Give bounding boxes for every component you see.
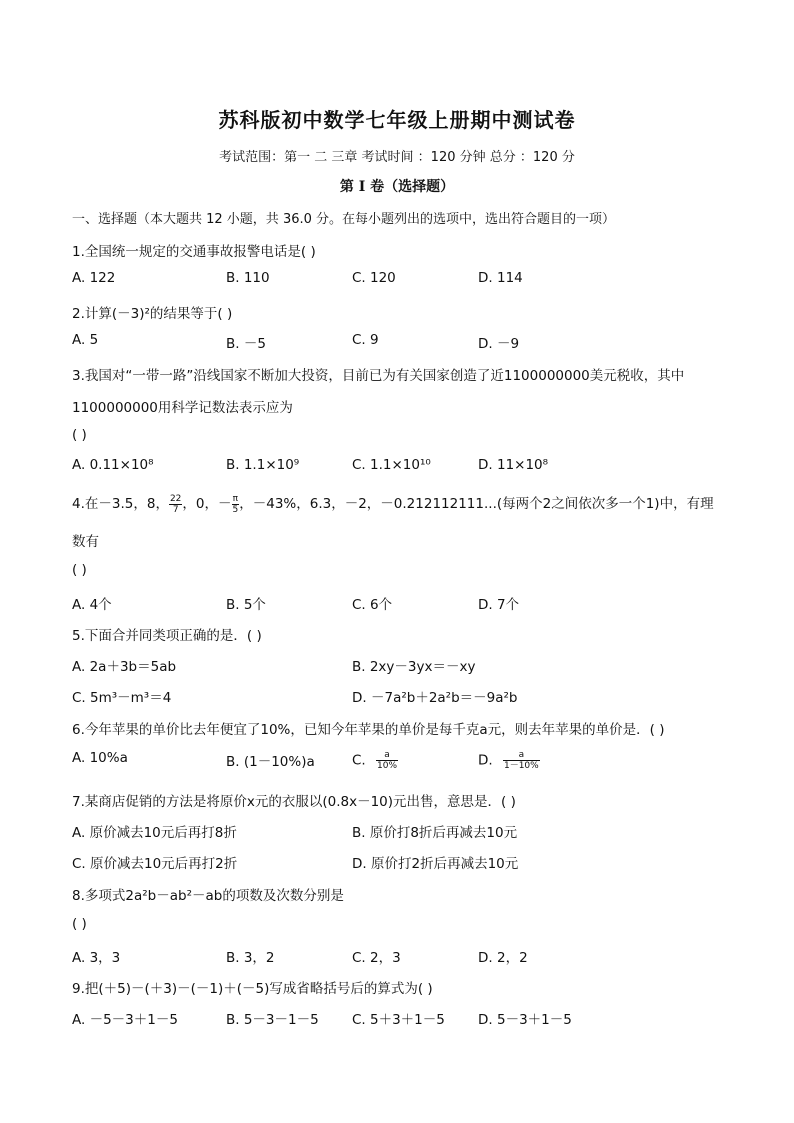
option-c[interactable]: C. 原价减去10元后再打2折 [72,856,238,872]
option-d[interactable] [478,750,540,771]
option-a[interactable]: A. 0.11×10⁸ [72,457,154,473]
option-a[interactable]: A. 122 [72,270,116,286]
option-d[interactable]: D. 原价打2折后再减去10元 [352,856,519,872]
option-d[interactable]: D. 11×10⁸ [478,457,549,473]
option-c[interactable]: C. 1.1×10¹⁰ [352,457,431,473]
option-a[interactable]: A. 2a＋3b＝5ab [72,659,177,675]
fraction-a-1-minus-10pct: $\frac{a}{1-10\%}$ [503,750,539,771]
option-d[interactable]: D. 5－3＋1－5 [478,1012,572,1028]
option-c[interactable]: C. 5＋3＋1－5 [352,1012,445,1028]
question-3-paren: ( ) [72,427,87,443]
option-c[interactable]: C. 6个 [352,597,393,613]
option-d[interactable]: D. 7个 [478,597,520,613]
option-c-label: C. [352,752,366,769]
option-d[interactable]: D. 2，2 [478,950,528,966]
exam-meta: 考试范围：第一 二 三章 考试时间 ：120 分钟 总分 ：120 分 [219,150,575,165]
option-c[interactable]: C. 2，3 [352,950,401,966]
question-7-stem: 7.某商店促销的方法是将原价x元的衣服以(0.8x－10)元出售，意思是．( ) [72,794,516,810]
option-d[interactable]: D. 114 [478,270,523,286]
question-1-stem: 1.全国统一规定的交通事故报警电话是( ) [72,244,316,260]
option-b[interactable]: B. 5个 [226,597,266,613]
question-9-stem: 9.把(＋5)－(＋3)－(－1)＋(－5)写成省略括号后的算式为( ) [72,981,433,997]
question-3-stem: 3.我国对“一带一路”沿线国家不断加大投资，目前已为有关国家创造了近1100000000美元税收，其中 [72,368,685,384]
question-2-stem: 2.计算(－3)²的结果等于( ) [72,306,233,322]
fraction-22-7: $\frac{22}{7}$ [169,493,182,515]
option-b[interactable]: B. －5 [226,336,266,352]
page-title: 苏科版初中数学七年级上册期中测试卷 [218,108,576,132]
option-b[interactable]: B. 5－3－1－5 [226,1012,319,1028]
option-a[interactable]: A. 原价减去10元后再打8折 [72,825,237,841]
option-b[interactable]: B. 原价打8折后再减去10元 [352,825,518,841]
option-c[interactable]: C. 120 [352,270,396,286]
option-a[interactable]: A. 3，3 [72,950,121,966]
option-c[interactable]: C. 5m³－m³＝4 [72,690,172,706]
option-a[interactable]: A. －5－3＋1－5 [72,1012,178,1028]
option-a[interactable]: A. 5 [72,332,99,348]
option-b[interactable]: B. 3，2 [226,950,275,966]
question-5-stem: 5.下面合并同类项正确的是．( ) [72,628,262,644]
stem-part: ，0，－ [182,496,232,512]
option-d-label: D. [478,752,493,769]
question-6-stem: 6.今年苹果的单价比去年便宜了10%，已知今年苹果的单价是每千克a元，则去年苹果的单价是．( ) [72,722,665,738]
option-c[interactable]: C. 9 [352,332,379,348]
option-d[interactable]: D. －7a²b＋2a²b＝－9a²b [352,690,518,706]
question-3-stem-line2: 1100000000用科学记数法表示应为 [72,400,293,416]
option-b[interactable]: B. 1.1×10⁹ [226,457,300,473]
instructions: 一、选择题（本大题共 12 小题，共 36.0 分。在每小题列出的选项中，选出符合题目的一项） [72,212,616,227]
section-heading: 第 I 卷（选择题） [339,179,455,195]
option-a[interactable]: A. 4个 [72,597,112,613]
question-4-stem-line2: 数有 [72,534,99,550]
stem-part: ，－43%，6.3，－2，－0.212112111...(每两个2之间依次多一个1)中，有理 [239,496,714,512]
question-8-paren: ( ) [72,916,87,932]
option-d[interactable]: D. －9 [478,336,520,352]
stem-part: 4.在－3.5，8， [72,496,169,512]
option-b[interactable]: B. 110 [226,270,270,286]
option-c[interactable] [352,750,398,771]
option-b[interactable]: B. 2xy－3yx＝－xy [352,659,476,675]
option-a[interactable]: A. 10%a [72,750,128,766]
option-b[interactable]: B. (1－10%)a [226,754,315,770]
question-8-stem: 8.多项式2a²b－ab²－ab的项数及次数分别是 [72,888,344,904]
question-4-stem [72,492,714,515]
fraction-a-10pct: $\frac{a}{10\%}$ [377,750,398,771]
fraction-pi-5: $\frac{\pi}{5}$ [232,493,239,515]
question-4-paren: ( ) [72,562,87,578]
